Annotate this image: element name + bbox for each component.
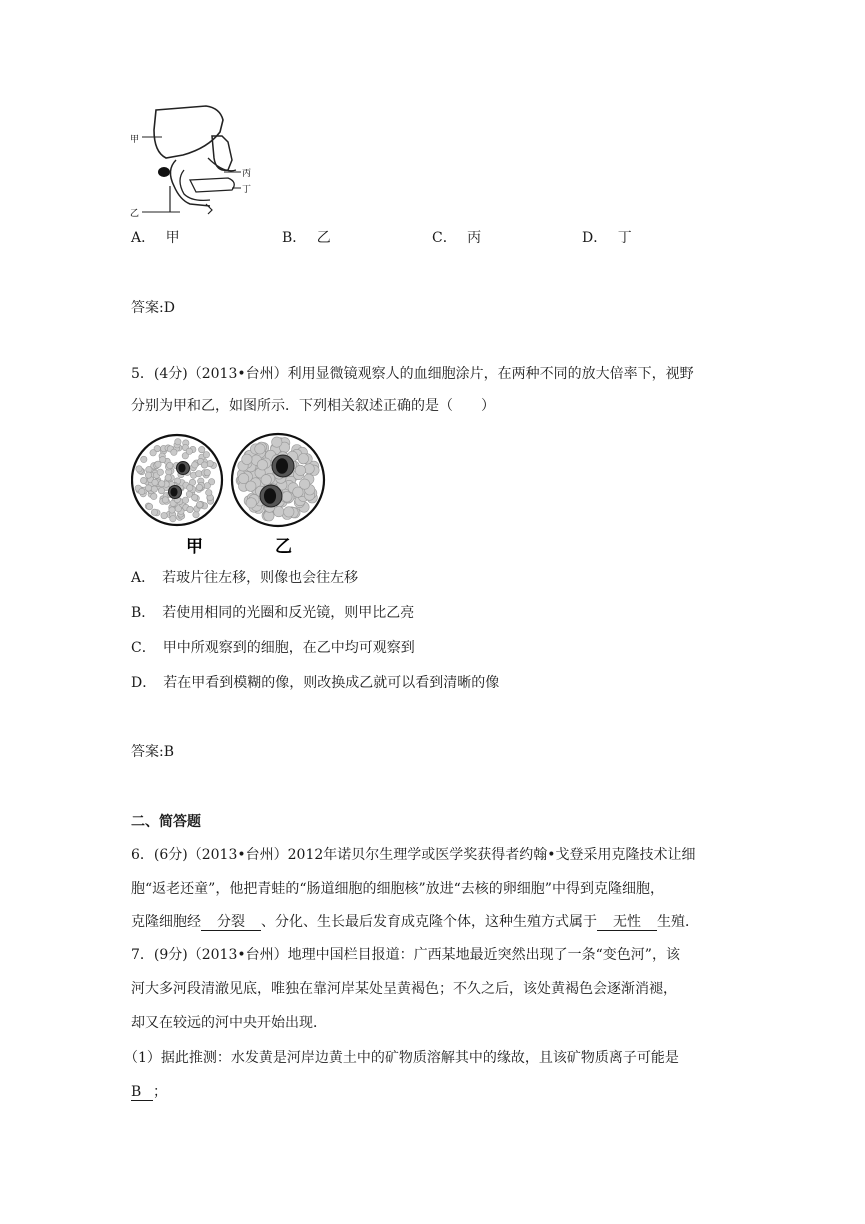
option-letter: C．: [432, 230, 457, 246]
option-text: 乙: [316, 230, 331, 246]
q6-blank-1: 分裂: [201, 914, 261, 931]
q5-option-d: D． 若在甲看到模糊的像，则改换成乙就可以看到清晰的像: [131, 675, 500, 691]
q4-option-c: [432, 227, 481, 247]
q6-line1: 6．(6分)（2013•台州）2012年诺贝尔生理学或医学奖获得者约翰•戈登采用克隆技术让细: [131, 847, 696, 863]
option-letter: A．: [131, 230, 156, 246]
option-text: 丙: [467, 230, 482, 246]
q6-blank-2: 无性: [597, 914, 657, 931]
q4-option-d: [582, 227, 632, 247]
field-label-jia: 甲: [186, 537, 203, 557]
q6-line3: [131, 912, 699, 932]
q6-line3-middle: 、分化、生长最后发育成克隆个体，这种生殖方式属于: [261, 914, 597, 930]
q7-line1: 7．(9分)（2013•台州）地理中国栏目报道：广西某地最近突然出现了一条“变色河”，该: [131, 947, 680, 963]
q7-line3: 却又在较远的河中央开始出现．: [131, 1015, 327, 1031]
option-letter: D．: [582, 230, 608, 246]
q7-sub1-answer-line: [131, 1081, 167, 1101]
q5-stem-line1: 5．(4分)（2013•台州）利用显微镜观察人的血细胞涂片，在两种不同的放大倍率下，视野: [131, 366, 694, 382]
q7-sub1-end: ；: [153, 1084, 167, 1100]
q4-option-a: [131, 227, 180, 247]
fig-label-yi: 乙: [130, 209, 140, 219]
q6-line2: 胞“返老还童”，他把青蛙的“肠道细胞的细胞核”放进“去核的卵细胞”中得到克隆细胞，: [131, 881, 664, 897]
option-text: 甲: [165, 230, 180, 246]
q4-option-b: [282, 227, 331, 247]
fig-label-jia: 甲: [130, 135, 140, 145]
q4-answer: 答案:D: [131, 300, 175, 316]
q5-stem-line2: 分别为甲和乙，如图所示．下列相关叙述正确的是（ ）: [131, 398, 495, 414]
q5-option-b: B． 若使用相同的光圈和反光镜，则甲比乙亮: [131, 605, 415, 621]
field-label-yi: 乙: [275, 537, 292, 557]
field-jia: [132, 435, 222, 525]
q5-option-a: A． 若玻片往左移，则像也会往左移: [131, 570, 359, 586]
q6-line3-prefix: 克隆细胞经: [131, 914, 201, 930]
fig-label-bing: 丙: [242, 169, 252, 179]
option-letter: B．: [282, 230, 307, 246]
q6-line3-suffix: 生殖．: [657, 914, 699, 930]
microscope-fields-figure: [131, 432, 327, 560]
option-text: 丁: [617, 230, 632, 246]
q7-sub1: （1）据此推测：水发黄是河岸边黄土中的矿物质溶解其中的缘故，且该矿物质离子可能是: [124, 1050, 679, 1066]
fig-label-ding: 丁: [242, 185, 252, 195]
q5-option-c: C． 甲中所观察到的细胞，在乙中均可观察到: [131, 640, 415, 656]
field-yi: [232, 434, 324, 526]
q7-blank: B: [131, 1084, 153, 1101]
q5-answer: 答案:B: [131, 744, 175, 760]
digestive-system-figure: [128, 100, 258, 220]
section-title: 二、简答题: [131, 814, 201, 830]
q7-line2: 河大多河段清澈见底，唯独在靠河岸某处呈黄褐色；不久之后，该处黄褐色会逐渐消褪，: [131, 981, 677, 997]
